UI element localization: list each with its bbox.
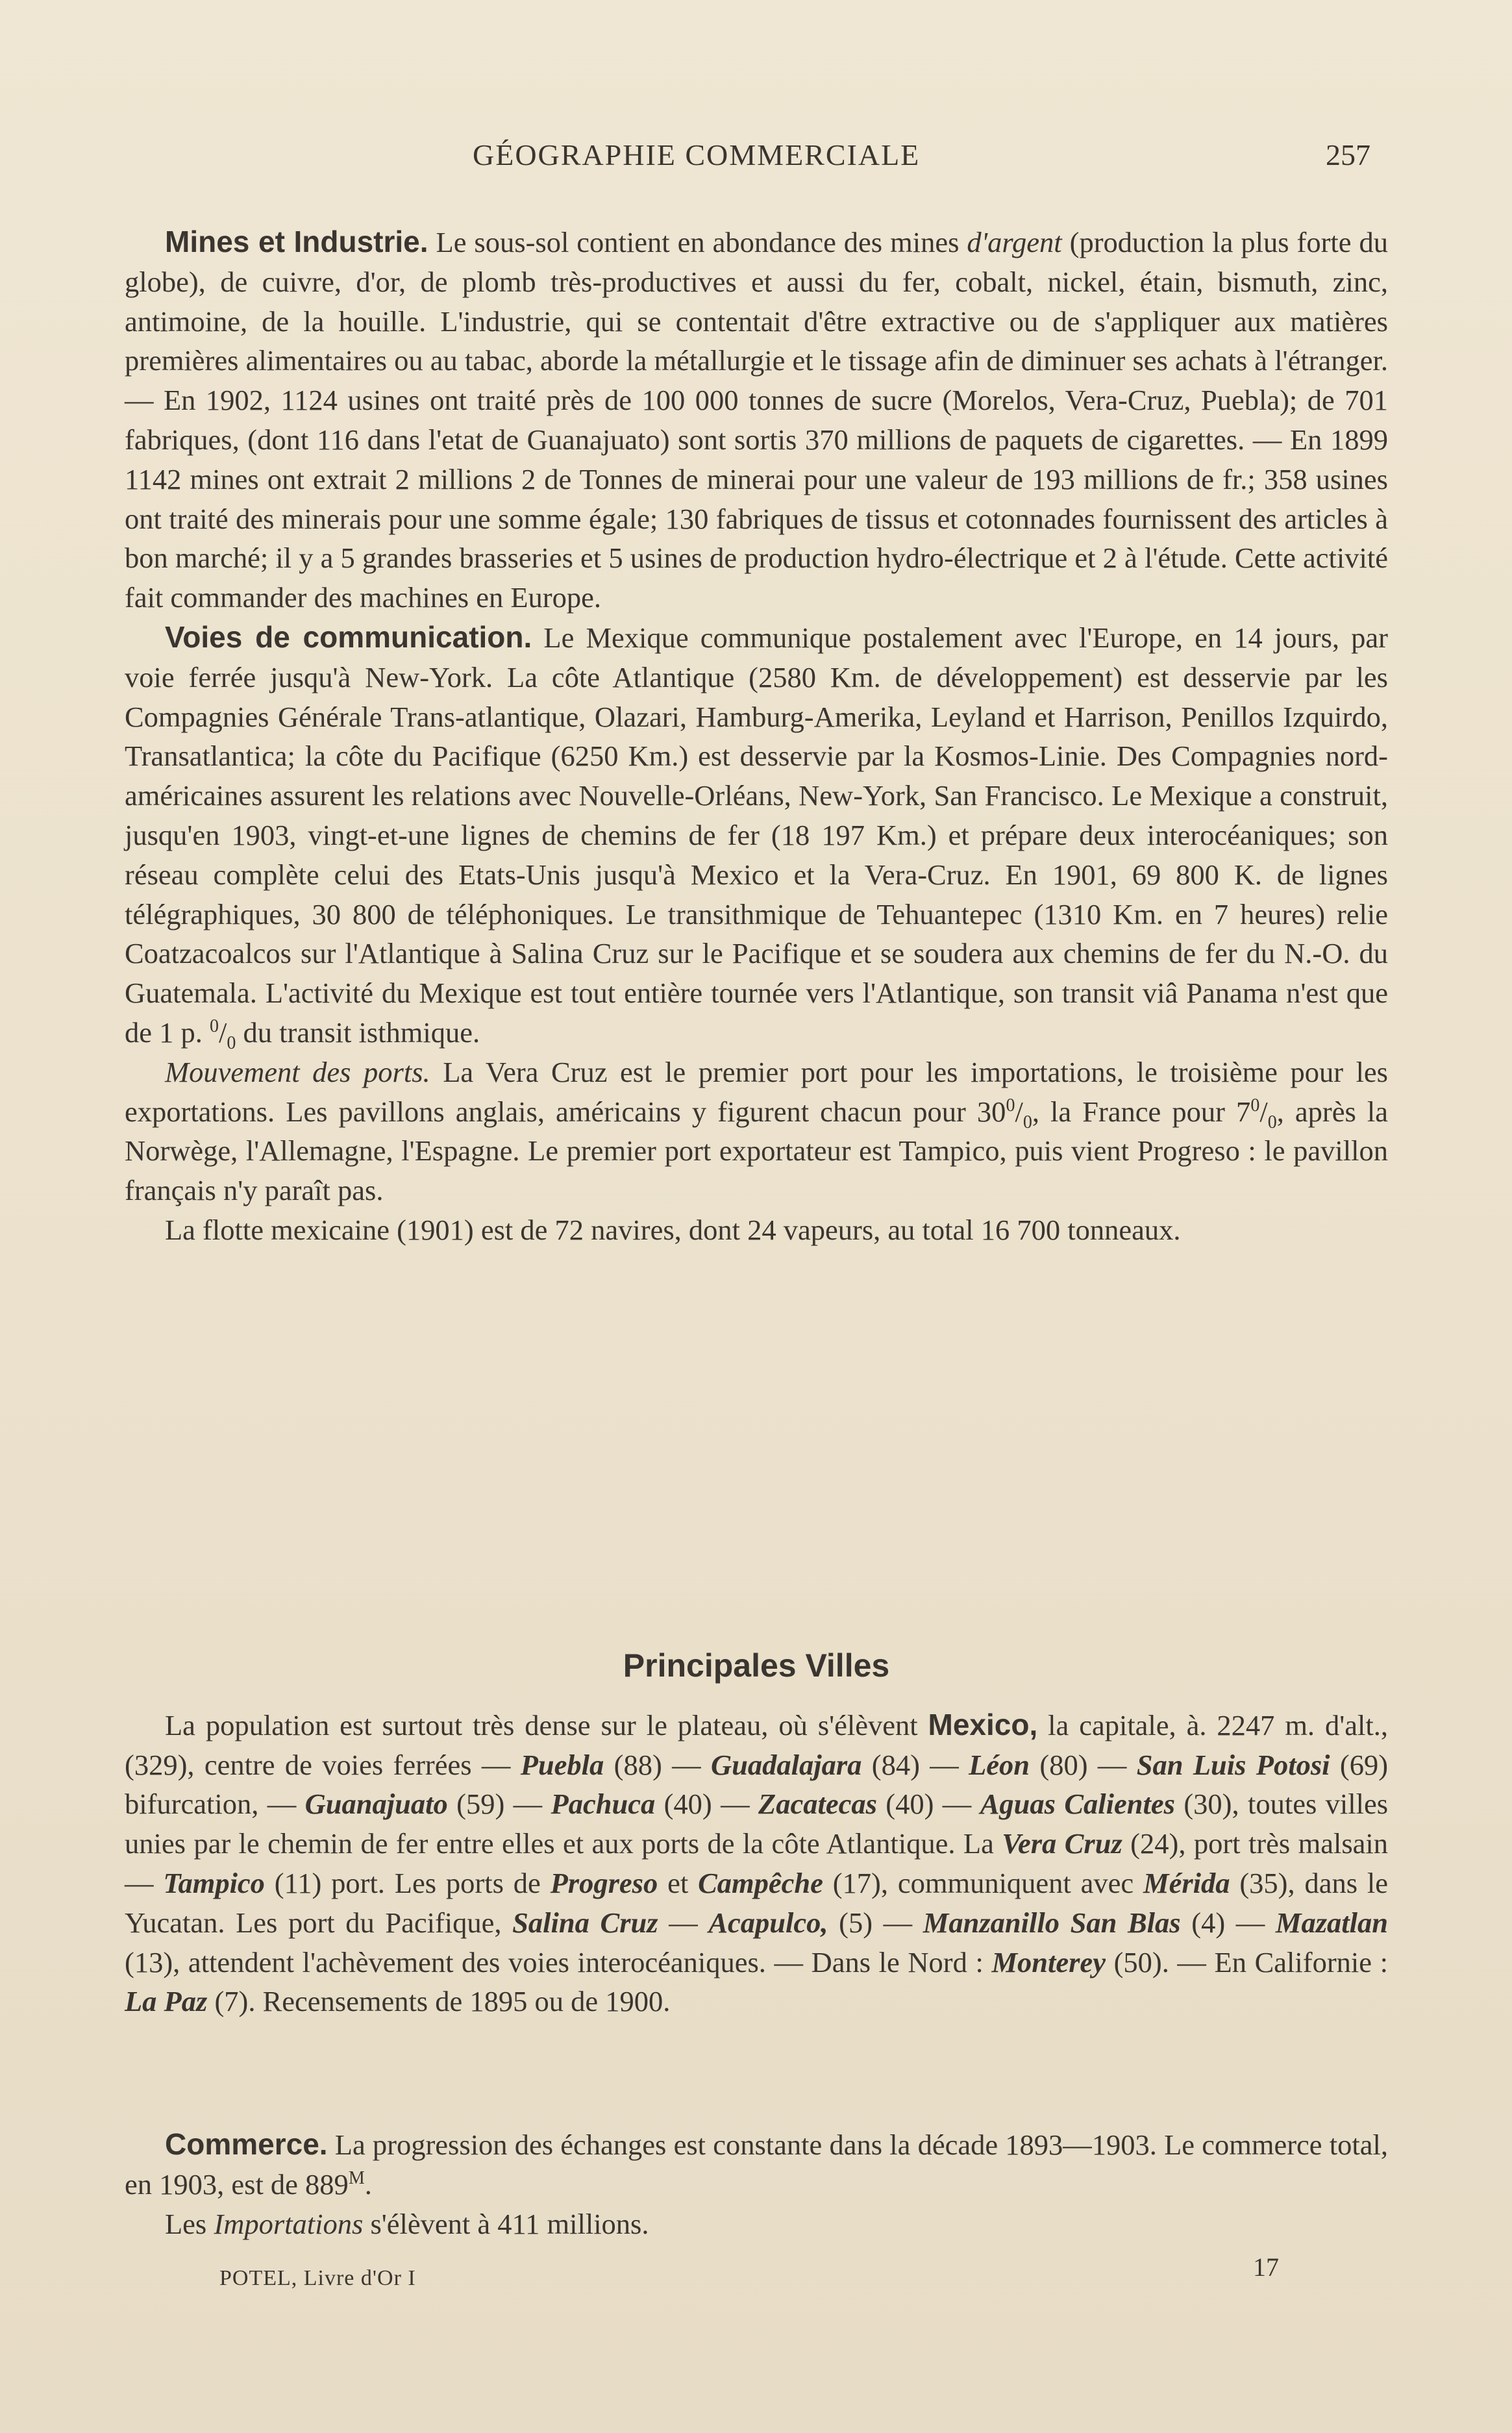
city-salina-cruz: Salina Cruz	[512, 1906, 658, 1939]
paragraph-villes: La population est surtout très dense sur le plateau, où s'élèvent Mexico, la capitale, à. 2247 m. d'alt., (329), centre de voies ferrées — Puebla (88) — Guadalajara (84) — Léon (80) — San Luis Potosi (69) bifurcation, — Guanajuato (59) — Pachuca (40) — Zacatecas (40) — Aguas Calientes (30), toutes villes unies par le chemin de fer entre elles et aux ports de la côte Atlantique. La Vera Cruz (24), port très malsain — Tampico (11) port. Les ports de Progreso et Campêche (17), communiquent avec Mérida (35), dans le Yucatan. Les port du Pacifique, Salina Cruz — Acapulco, (5) — Manzanillo San Blas (4) — Mazatlan (13), attendent l'achèvement des voies interocéaniques. — Dans le Nord : Monterey (50). — En Californie : La Paz (7). Recensements de 1895 ou de 1900.	[125, 1707, 1389, 2018]
heading-mines: Mines et Industrie.	[165, 225, 428, 258]
heading-ports: Mouvement des ports.	[165, 1055, 430, 1088]
city-mazatlan: Mazatlan	[1275, 1906, 1389, 1939]
city-guadalajara: Guadalajara	[710, 1748, 862, 1781]
running-title: GÉOGRAPHIE COMMERCIALE	[473, 138, 921, 171]
city-puebla: Puebla	[520, 1748, 604, 1781]
city-leon: Léon	[969, 1748, 1030, 1781]
city-monterey: Monterey	[991, 1945, 1106, 1978]
heading-commerce: Commerce.	[165, 2127, 328, 2161]
city-san-luis-potosi: San Luis Potosi	[1136, 1748, 1330, 1781]
city-tampico: Tampico	[163, 1866, 265, 1899]
city-mexico: Mexico,	[928, 1707, 1038, 1741]
page-number: 257	[1326, 138, 1370, 171]
city-acapulco: Acapulco,	[708, 1906, 828, 1939]
heading-communication: Voies de communication.	[165, 619, 532, 654]
heading-villes: Principales Villes	[623, 1647, 890, 1684]
city-guanajuato: Guanajuato	[304, 1788, 448, 1821]
signature-mark: 17	[1253, 2252, 1279, 2282]
paragraph-flotte: La flotte mexicaine (1901) est de 72 navires, dont 24 vapeurs, au total 16 700 tonneaux.	[165, 1213, 1181, 1246]
running-header	[0, 138, 1512, 183]
main-text	[125, 222, 1388, 1250]
city-campeche: Campêche	[698, 1866, 823, 1899]
city-aguas-calientes: Aguas Calientes	[980, 1788, 1175, 1821]
city-pachuca: Pachuca	[551, 1788, 656, 1821]
city-merida: Mérida	[1143, 1866, 1230, 1899]
paragraph-ports: Mouvement des ports. La Vera Cruz est le premier port pour les importations, le troisième pour les exportations. Les pavillons anglais, américains y figurent chacun pour $30^0/_0$, la France pour $7^0/_0$, après la Norwège, l'Allemagne, l'Espagne. Le premier port exportateur est Tampico, puis vient Progreso : le pavillon français n'y paraît pas.	[125, 1055, 1389, 1207]
villes-section	[125, 1646, 1388, 2021]
page-footer	[0, 2252, 1512, 2312]
paragraph-communication: Voies de communication. Le Mexique communique postalement avec l'Europe, en 14 jours, par voie ferrée jusqu'à New-York. La côte Atlantique (2580 Km. de développement) est desservie par les Compagnies Générale Trans-atlantique, Olazari, Hamburg-Amerika, Leyland et Harrison, Penillos Izquirdo, Transatlantica; la côte du Pacifique (6250 Km.) est desservie par la Kosmos-Linie. Des Compagnies nord-américaines assurent les relations avec Nouvelle-Orléans, New-York, San Francisco. Le Mexique a construit, jusqu'en 1903, vingt-et-une lignes de chemins de fer (18 197 Km.) et prépare deux interocéaniques; son réseau complète celui des Etats-Unis jusqu'à Mexico et la Vera-Cruz. En 1901, 69 800 K. de lignes télégraphiques, 30 800 de téléphoniques. Le transithmique de Tehuantepec (1310 Km. en 7 heures) relie Coatzacoalcos sur l'Atlantique à Salina Cruz sur le Pacifique et se soudera aux chemins de fer du N.-O. du Guatemala. L'activité du Mexique est tout entière tournée vers l'Atlantique, son transit viâ Panama n'est que de 1 p. $^0/_0$ du transit isthmique.	[125, 619, 1388, 1053]
city-zacatecas: Zacatecas	[758, 1788, 877, 1821]
paragraph-commerce: Commerce. La progression des échanges est constante dans la décade 1893—1903. Le commerce total, en 1903, est de $889^M$.	[125, 2127, 1388, 2201]
city-progreso: Progreso	[550, 1866, 658, 1899]
paragraph-mines: Mines et Industrie. Le sous-sol contient en abondance des mines d'argent (production la plus forte du globe), de cuivre, d'or, de plomb très-productives et aussi du fer, cobalt, nickel, étain, bismuth, zinc, antimoine, de la houille. L'industrie, qui se contentait d'être extractive ou de s'appliquer aux matières premières alimentaires ou au tabac, aborde la métallurgie et le tissage afin de diminuer ses achats à l'étranger. — En 1902, 1124 usines ont traité près de 100 000 tonnes de sucre (Morelos, Vera-Cruz, Puebla); de 701 fabriques, (dont 116 dans l'etat de Guanajuato) sont sortis 370 millions de paquets de cigarettes. — En 1899 1142 mines ont extrait 2 millions 2 de Tonnes de minerai pour une valeur de 193 millions de fr.; 358 usines ont traité des minerais pour une somme égale; 130 fabriques de tissus et cotonnades fournissent des articles à bon marché; il y a 5 grandes brasseries et 5 usines de production hydro-électrique et 2 à l'étude. Cette activité fait commander des machines en Europe.	[125, 225, 1388, 614]
commerce-section	[125, 2125, 1388, 2243]
city-manzanillo-san-blas: Manzanillo San Blas	[923, 1906, 1181, 1939]
footer-imprint: POTEL, Livre d'Or I	[219, 2266, 416, 2290]
city-la-paz: La Paz	[125, 1985, 208, 2018]
city-vera-cruz: Vera Cruz	[1002, 1827, 1122, 1860]
paragraph-importations: Les Importations s'élèvent à 411 millions.	[165, 2207, 649, 2240]
